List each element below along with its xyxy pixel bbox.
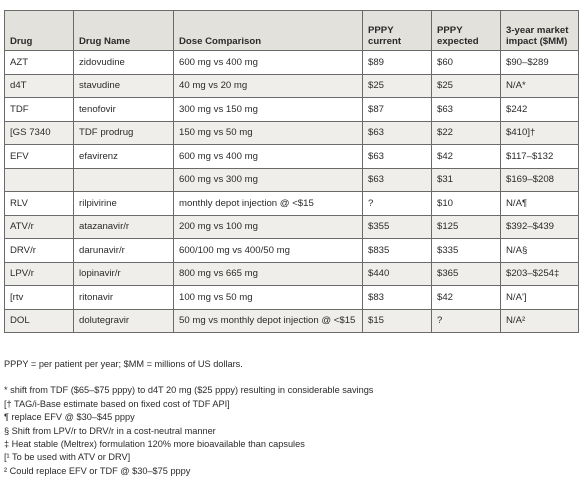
table-cell: $42 bbox=[432, 286, 501, 310]
table-cell: tenofovir bbox=[74, 98, 174, 122]
column-header: 3-year market impact ($MM) bbox=[501, 11, 579, 51]
table-cell: darunavir/r bbox=[74, 239, 174, 263]
footnote: § Shift from LPV/r to DRV/r in a cost-neutral manner bbox=[4, 425, 216, 436]
table-cell: $15 bbox=[363, 309, 432, 333]
table-cell: [rtv bbox=[5, 286, 74, 310]
column-header: Dose Comparison bbox=[174, 11, 363, 51]
table-cell: $63 bbox=[432, 98, 501, 122]
table-row bbox=[5, 239, 579, 263]
table-cell: N/A'] bbox=[501, 286, 579, 310]
column-header: Drug bbox=[5, 11, 74, 51]
table-cell: d4T bbox=[5, 74, 74, 98]
table-cell: monthly depot injection @ <$15 bbox=[174, 192, 363, 216]
table-cell: $169–$208 bbox=[501, 168, 579, 192]
table-cell: atazanavir/r bbox=[74, 215, 174, 239]
table-cell: $440 bbox=[363, 262, 432, 286]
table-cell: rilpivirine bbox=[74, 192, 174, 216]
footnote: ‡ Heat stable (Meltrex) formulation 120% more bioavailable than capsules bbox=[4, 439, 305, 450]
table-cell: 600/100 mg vs 400/50 mg bbox=[174, 239, 363, 263]
table-cell: ? bbox=[363, 192, 432, 216]
table-cell: TDF prodrug bbox=[74, 121, 174, 145]
table-cell: $60 bbox=[432, 51, 501, 75]
table-row bbox=[5, 74, 579, 98]
column-header: PPPY expected bbox=[432, 11, 501, 51]
footnote: ¶ replace EFV @ $30–$45 pppy bbox=[4, 412, 135, 423]
table-cell: $63 bbox=[363, 145, 432, 169]
table-cell bbox=[5, 168, 74, 192]
table-cell: $365 bbox=[432, 262, 501, 286]
table-cell: $87 bbox=[363, 98, 432, 122]
table-cell: N/A§ bbox=[501, 239, 579, 263]
table-cell: [GS 7340 bbox=[5, 121, 74, 145]
table-cell: 300 mg vs 150 mg bbox=[174, 98, 363, 122]
footnote: [¹ To be used with ATV or DRV] bbox=[4, 452, 131, 463]
table-cell: LPV/r bbox=[5, 262, 74, 286]
table-cell: dolutegravir bbox=[74, 309, 174, 333]
table-row bbox=[5, 98, 579, 122]
table-row bbox=[5, 309, 579, 333]
table-cell: zidovudine bbox=[74, 51, 174, 75]
drug-cost-table bbox=[4, 10, 579, 333]
table-row bbox=[5, 192, 579, 216]
table-cell: DRV/r bbox=[5, 239, 74, 263]
table-cell: TDF bbox=[5, 98, 74, 122]
table-cell: 800 mg vs 665 mg bbox=[174, 262, 363, 286]
table-cell: $335 bbox=[432, 239, 501, 263]
table-cell: 600 mg vs 400 mg bbox=[174, 51, 363, 75]
table-cell: ritonavir bbox=[74, 286, 174, 310]
table-cell: $42 bbox=[432, 145, 501, 169]
footnote: * shift from TDF ($65–$75 pppy) to d4T 20 mg ($25 pppy) resulting in considerable savings bbox=[4, 385, 374, 396]
table-cell: 50 mg vs monthly depot injection @ <$15 bbox=[174, 309, 363, 333]
table-row bbox=[5, 145, 579, 169]
footnote: ² Could replace EFV or TDF @ $30–$75 pppy bbox=[4, 465, 191, 476]
column-header: PPPY current bbox=[363, 11, 432, 51]
table-cell: ? bbox=[432, 309, 501, 333]
table-cell: $117–$132 bbox=[501, 145, 579, 169]
table-cell: $10 bbox=[432, 192, 501, 216]
table-notes bbox=[4, 358, 578, 478]
table-cell: $90–$289 bbox=[501, 51, 579, 75]
table-cell: N/A* bbox=[501, 74, 579, 98]
table-row bbox=[5, 168, 579, 192]
table-cell: 600 mg vs 400 mg bbox=[174, 145, 363, 169]
table-row bbox=[5, 121, 579, 145]
table-cell: N/A² bbox=[501, 309, 579, 333]
table-cell: $89 bbox=[363, 51, 432, 75]
table-cell: AZT bbox=[5, 51, 74, 75]
table-cell: EFV bbox=[5, 145, 74, 169]
abbreviations-note: PPPY = per patient per year; $MM = millions of US dollars. bbox=[4, 359, 243, 369]
column-header: Drug Name bbox=[74, 11, 174, 51]
table-cell: 200 mg vs 100 mg bbox=[174, 215, 363, 239]
table-cell: stavudine bbox=[74, 74, 174, 98]
table-cell: $355 bbox=[363, 215, 432, 239]
table-cell: $25 bbox=[432, 74, 501, 98]
table-cell: $83 bbox=[363, 286, 432, 310]
table-cell: $125 bbox=[432, 215, 501, 239]
footnotes-list bbox=[4, 384, 578, 478]
table-cell: lopinavir/r bbox=[74, 262, 174, 286]
table-row bbox=[5, 286, 579, 310]
table-cell: $63 bbox=[363, 121, 432, 145]
table-cell: efavirenz bbox=[74, 145, 174, 169]
table-cell: 600 mg vs 300 mg bbox=[174, 168, 363, 192]
table-body bbox=[5, 51, 579, 333]
table-cell: ATV/r bbox=[5, 215, 74, 239]
table-cell: 150 mg vs 50 mg bbox=[174, 121, 363, 145]
table-cell: 40 mg vs 20 mg bbox=[174, 74, 363, 98]
table-cell: $242 bbox=[501, 98, 579, 122]
table-cell: $392–$439 bbox=[501, 215, 579, 239]
table-cell: N/A¶ bbox=[501, 192, 579, 216]
table-cell: $31 bbox=[432, 168, 501, 192]
table-header-row bbox=[5, 11, 579, 51]
table-cell: RLV bbox=[5, 192, 74, 216]
footnote: [† TAG/i-Base estimate based on fixed cost of TDF API] bbox=[4, 398, 230, 409]
table-cell: $22 bbox=[432, 121, 501, 145]
table-cell: DOL bbox=[5, 309, 74, 333]
table-row bbox=[5, 51, 579, 75]
table-cell: $25 bbox=[363, 74, 432, 98]
table-row bbox=[5, 262, 579, 286]
table-row bbox=[5, 215, 579, 239]
table-cell: $835 bbox=[363, 239, 432, 263]
table-cell: 100 mg vs 50 mg bbox=[174, 286, 363, 310]
table-cell: $203–$254‡ bbox=[501, 262, 579, 286]
table-cell: $63 bbox=[363, 168, 432, 192]
table-cell: $410]† bbox=[501, 121, 579, 145]
table-cell bbox=[74, 168, 174, 192]
